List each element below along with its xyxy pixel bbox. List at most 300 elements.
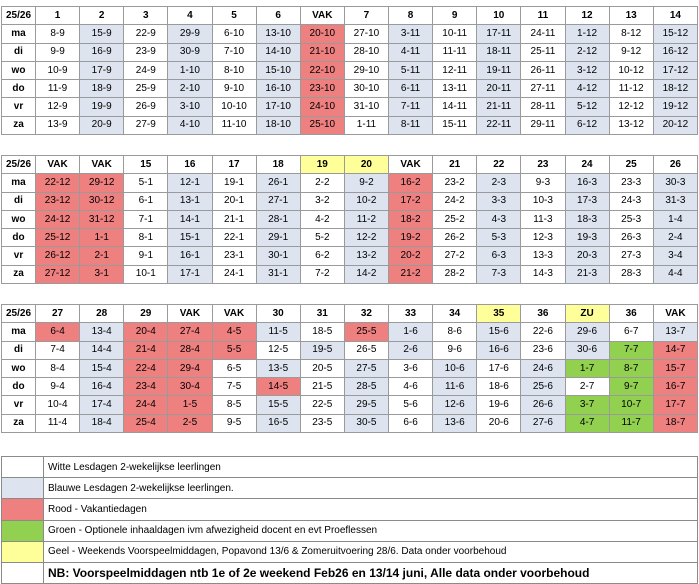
week-number-header: VAK — [36, 156, 80, 174]
week-number-header: ZU — [565, 305, 609, 323]
weekday-label: wo — [2, 359, 36, 377]
week-number-header: 25 — [609, 156, 653, 174]
date-cell: 27-5 — [344, 359, 388, 377]
legend-row — [2, 457, 698, 478]
weekday-label: za — [2, 414, 36, 432]
weekday-label: do — [2, 80, 36, 98]
date-cell: 13-4 — [80, 323, 124, 341]
school-year-label: 25/26 — [2, 156, 36, 174]
week-number-header: VAK — [300, 7, 344, 25]
date-cell: 4-7 — [565, 414, 609, 432]
date-cell: 26-12 — [36, 247, 80, 265]
date-cell: 2-3 — [477, 174, 521, 192]
date-cell: 1-10 — [168, 61, 212, 79]
date-cell: 2-6 — [389, 341, 433, 359]
day-row — [2, 378, 698, 396]
date-cell: 16-12 — [653, 43, 697, 61]
date-cell: 3-11 — [389, 25, 433, 43]
date-cell: 13-5 — [256, 359, 300, 377]
date-cell: 18-9 — [80, 80, 124, 98]
calendar-block-2 — [1, 155, 698, 284]
date-cell: 20-9 — [80, 116, 124, 134]
date-cell: 21-3 — [565, 265, 609, 283]
date-cell: 24-9 — [124, 61, 168, 79]
weekday-label: do — [2, 378, 36, 396]
date-cell: 23-4 — [124, 378, 168, 396]
date-cell: 20-12 — [653, 116, 697, 134]
legend-text: Geel - Weekends Voorspeelmiddagen, Popavond 13/6 & Zomeruitvoering 28/6. Data onder voorbehoud — [44, 541, 698, 562]
date-cell: 28-3 — [609, 265, 653, 283]
date-cell: 27-6 — [521, 414, 565, 432]
date-cell: 24-12 — [36, 210, 80, 228]
date-cell: 4-6 — [389, 378, 433, 396]
date-cell: 30-4 — [168, 378, 212, 396]
date-cell: 16-10 — [256, 80, 300, 98]
week-number-header: 32 — [344, 305, 388, 323]
date-cell: 4-11 — [389, 43, 433, 61]
date-cell: 11-7 — [609, 414, 653, 432]
date-cell: 13-2 — [344, 247, 388, 265]
date-cell: 12-11 — [433, 61, 477, 79]
date-cell: 21-5 — [300, 378, 344, 396]
weekday-label: ma — [2, 25, 36, 43]
weekday-label: di — [2, 192, 36, 210]
legend-color-swatch — [2, 499, 44, 520]
date-cell: 23-10 — [300, 80, 344, 98]
legend-text: Rood - Vakantiedagen — [44, 499, 698, 520]
date-cell: 19-9 — [80, 98, 124, 116]
date-cell: 8-6 — [433, 323, 477, 341]
date-cell: 4-12 — [565, 80, 609, 98]
date-cell: 5-1 — [124, 174, 168, 192]
date-cell: 11-9 — [36, 80, 80, 98]
date-cell: 20-2 — [389, 247, 433, 265]
date-cell: 18-11 — [477, 43, 521, 61]
date-cell: 29-4 — [168, 359, 212, 377]
date-cell: 30-12 — [80, 192, 124, 210]
week-number-header: 2 — [80, 7, 124, 25]
date-cell: 21-4 — [124, 341, 168, 359]
date-cell: 5-5 — [212, 341, 256, 359]
date-cell: 17-12 — [653, 61, 697, 79]
date-cell: 13-12 — [609, 116, 653, 134]
date-cell: 18-5 — [300, 323, 344, 341]
week-header-row — [2, 7, 698, 25]
date-cell: 12-5 — [256, 341, 300, 359]
date-cell: 13-1 — [168, 192, 212, 210]
date-cell: 16-2 — [389, 174, 433, 192]
day-row — [2, 247, 698, 265]
date-cell: 16-5 — [256, 414, 300, 432]
date-cell: 9-12 — [609, 43, 653, 61]
date-cell: 14-1 — [168, 210, 212, 228]
date-cell: 26-1 — [256, 174, 300, 192]
date-cell: 3-10 — [168, 98, 212, 116]
date-cell: 31-1 — [256, 265, 300, 283]
date-cell: 2-7 — [565, 378, 609, 396]
date-cell: 10-9 — [36, 61, 80, 79]
date-cell: 28-2 — [433, 265, 477, 283]
date-cell: 6-1 — [124, 192, 168, 210]
day-row — [2, 229, 698, 247]
weekday-label: ma — [2, 174, 36, 192]
date-cell: 15-4 — [80, 359, 124, 377]
date-cell: 24-2 — [433, 192, 477, 210]
date-cell: 2-5 — [168, 414, 212, 432]
week-number-header: 35 — [477, 305, 521, 323]
date-cell: 12-1 — [168, 174, 212, 192]
date-cell: 20-3 — [565, 247, 609, 265]
date-cell: 7-11 — [389, 98, 433, 116]
legend-row — [2, 541, 698, 562]
date-cell: 23-12 — [36, 192, 80, 210]
date-cell: 18-12 — [653, 80, 697, 98]
legend-table — [1, 456, 698, 584]
date-cell: 1-4 — [653, 210, 697, 228]
legend-color-swatch — [2, 457, 44, 478]
week-number-header: 33 — [389, 305, 433, 323]
date-cell: 13-10 — [256, 25, 300, 43]
date-cell: 19-6 — [477, 396, 521, 414]
date-cell: 9-9 — [36, 43, 80, 61]
date-cell: 9-1 — [124, 247, 168, 265]
date-cell: 27-9 — [124, 116, 168, 134]
date-cell: 2-1 — [80, 247, 124, 265]
date-cell: 7-4 — [36, 341, 80, 359]
date-cell: 27-11 — [521, 80, 565, 98]
date-cell: 21-11 — [477, 98, 521, 116]
day-row — [2, 43, 698, 61]
date-cell: 29-10 — [344, 61, 388, 79]
week-number-header: 13 — [609, 7, 653, 25]
weekday-label: wo — [2, 210, 36, 228]
week-number-header: 31 — [300, 305, 344, 323]
date-cell: 24-1 — [212, 265, 256, 283]
legend-row — [2, 478, 698, 499]
date-cell: 14-5 — [256, 378, 300, 396]
date-cell: 10-1 — [124, 265, 168, 283]
date-cell: 21-1 — [212, 210, 256, 228]
date-cell: 10-10 — [212, 98, 256, 116]
date-cell: 7-10 — [212, 43, 256, 61]
date-cell: 22-1 — [212, 229, 256, 247]
date-cell: 15-11 — [433, 116, 477, 134]
weekday-label: di — [2, 43, 36, 61]
weekday-label: vr — [2, 396, 36, 414]
date-cell: 20-5 — [300, 359, 344, 377]
date-cell: 25-3 — [609, 210, 653, 228]
week-number-header: VAK — [389, 156, 433, 174]
date-cell: 22-5 — [300, 396, 344, 414]
date-cell: 4-10 — [168, 116, 212, 134]
weekday-label: wo — [2, 61, 36, 79]
legend-text: Groen - Optionele inhaaldagen ivm afwezigheid docent en evt Proeflessen — [44, 520, 698, 541]
date-cell: 23-3 — [609, 174, 653, 192]
date-cell: 30-10 — [344, 80, 388, 98]
legend-row — [2, 562, 698, 583]
date-cell: 14-11 — [433, 98, 477, 116]
legend-text: NB: Voorspeelmiddagen ntb 1e of 2e weekend Feb26 en 13/14 juni, Alle data onder voorbehoud — [44, 562, 698, 583]
date-cell: 14-4 — [80, 341, 124, 359]
day-row — [2, 192, 698, 210]
week-number-header: 28 — [80, 305, 124, 323]
date-cell: 1-5 — [168, 396, 212, 414]
date-cell: 18-2 — [389, 210, 433, 228]
date-cell: 19-12 — [653, 98, 697, 116]
week-number-header: 24 — [565, 156, 609, 174]
date-cell: 8-5 — [212, 396, 256, 414]
week-number-header: 15 — [124, 156, 168, 174]
date-cell: 2-4 — [653, 229, 697, 247]
date-cell: 17-2 — [389, 192, 433, 210]
date-cell: 25-12 — [36, 229, 80, 247]
day-row — [2, 25, 698, 43]
weekday-label: vr — [2, 98, 36, 116]
week-number-header: 34 — [433, 305, 477, 323]
week-number-header: 14 — [653, 7, 697, 25]
date-cell: 3-6 — [389, 359, 433, 377]
date-cell: 25-4 — [124, 414, 168, 432]
date-cell: 9-5 — [212, 414, 256, 432]
date-cell: 16-9 — [80, 43, 124, 61]
week-number-header: 8 — [389, 7, 433, 25]
date-cell: 2-10 — [168, 80, 212, 98]
date-cell: 8-1 — [124, 229, 168, 247]
date-cell: 4-4 — [653, 265, 697, 283]
date-cell: 9-7 — [609, 378, 653, 396]
date-cell: 14-10 — [256, 43, 300, 61]
week-number-header: 22 — [477, 156, 521, 174]
date-cell: 22-9 — [124, 25, 168, 43]
week-number-header: 1 — [36, 7, 80, 25]
week-number-header: VAK — [168, 305, 212, 323]
date-cell: 15-1 — [168, 229, 212, 247]
date-cell: 7-2 — [300, 265, 344, 283]
date-cell: 10-2 — [344, 192, 388, 210]
date-cell: 22-6 — [521, 323, 565, 341]
legend-text: Blauwe Lesdagen 2-wekelijkse leerlingen. — [44, 478, 698, 499]
date-cell: 16-4 — [80, 378, 124, 396]
date-cell: 27-10 — [344, 25, 388, 43]
date-cell: 19-2 — [389, 229, 433, 247]
week-number-header: 17 — [212, 156, 256, 174]
date-cell: 1-1 — [80, 229, 124, 247]
date-cell: 20-6 — [477, 414, 521, 432]
date-cell: 26-2 — [433, 229, 477, 247]
date-cell: 29-1 — [256, 229, 300, 247]
date-cell: 24-3 — [609, 192, 653, 210]
date-cell: 11-4 — [36, 414, 80, 432]
day-row — [2, 396, 698, 414]
legend-text: Witte Lesdagen 2-wekelijkse leerlingen — [44, 457, 698, 478]
date-cell: 4-3 — [477, 210, 521, 228]
date-cell: 14-2 — [344, 265, 388, 283]
date-cell: 20-1 — [212, 192, 256, 210]
week-number-header: 29 — [124, 305, 168, 323]
date-cell: 20-11 — [477, 80, 521, 98]
date-cell: 11-3 — [521, 210, 565, 228]
date-cell: 31-12 — [80, 210, 124, 228]
date-cell: 29-5 — [344, 396, 388, 414]
date-cell: 9-3 — [521, 174, 565, 192]
date-cell: 17-11 — [477, 25, 521, 43]
date-cell: 26-6 — [521, 396, 565, 414]
date-cell: 10-6 — [433, 359, 477, 377]
date-cell: 5-2 — [300, 229, 344, 247]
date-cell: 19-3 — [565, 229, 609, 247]
date-cell: 9-10 — [212, 80, 256, 98]
weekday-label: ma — [2, 323, 36, 341]
date-cell: 26-11 — [521, 61, 565, 79]
date-cell: 16-3 — [565, 174, 609, 192]
week-number-header: 11 — [521, 7, 565, 25]
day-row — [2, 98, 698, 116]
date-cell: 12-6 — [433, 396, 477, 414]
date-cell: 23-2 — [433, 174, 477, 192]
date-cell: 18-10 — [256, 116, 300, 134]
date-cell: 15-6 — [477, 323, 521, 341]
date-cell: 24-10 — [300, 98, 344, 116]
date-cell: 10-11 — [433, 25, 477, 43]
date-cell: 7-3 — [477, 265, 521, 283]
week-header-row — [2, 305, 698, 323]
date-cell: 10-3 — [521, 192, 565, 210]
date-cell: 31-3 — [653, 192, 697, 210]
date-cell: 6-3 — [477, 247, 521, 265]
date-cell: 18-6 — [477, 378, 521, 396]
date-cell: 25-2 — [433, 210, 477, 228]
date-cell: 18-7 — [653, 414, 697, 432]
day-row — [2, 80, 698, 98]
date-cell: 8-10 — [212, 61, 256, 79]
date-cell: 17-7 — [653, 396, 697, 414]
date-cell: 24-11 — [521, 25, 565, 43]
date-cell: 8-4 — [36, 359, 80, 377]
date-cell: 20-10 — [300, 25, 344, 43]
weekday-label: za — [2, 116, 36, 134]
date-cell: 6-12 — [565, 116, 609, 134]
date-cell: 5-6 — [389, 396, 433, 414]
date-cell: 15-9 — [80, 25, 124, 43]
date-cell: 21-2 — [389, 265, 433, 283]
date-cell: 13-3 — [521, 247, 565, 265]
date-cell: 3-7 — [565, 396, 609, 414]
date-cell: 18-4 — [80, 414, 124, 432]
date-cell: 17-1 — [168, 265, 212, 283]
date-cell: 25-6 — [521, 378, 565, 396]
date-cell: 30-3 — [653, 174, 697, 192]
date-cell: 1-11 — [344, 116, 388, 134]
date-cell: 9-2 — [344, 174, 388, 192]
weekday-label: vr — [2, 247, 36, 265]
day-row — [2, 323, 698, 341]
date-cell: 28-4 — [168, 341, 212, 359]
date-cell: 28-10 — [344, 43, 388, 61]
calendar-block-3 — [1, 304, 698, 433]
date-cell: 26-3 — [609, 229, 653, 247]
week-number-header: 6 — [256, 7, 300, 25]
date-cell: 15-12 — [653, 25, 697, 43]
date-cell: 6-7 — [609, 323, 653, 341]
school-year-label: 25/26 — [2, 7, 36, 25]
date-cell: 17-4 — [80, 396, 124, 414]
date-cell: 19-11 — [477, 61, 521, 79]
date-cell: 6-4 — [36, 323, 80, 341]
week-number-header: 7 — [344, 7, 388, 25]
date-cell: 3-4 — [653, 247, 697, 265]
date-cell: 3-12 — [565, 61, 609, 79]
date-cell: 13-6 — [433, 414, 477, 432]
date-cell: 16-1 — [168, 247, 212, 265]
date-cell: 3-2 — [300, 192, 344, 210]
calendar-block-1 — [1, 6, 698, 135]
date-cell: 30-6 — [565, 341, 609, 359]
date-cell: 10-12 — [609, 61, 653, 79]
date-cell: 24-6 — [521, 359, 565, 377]
date-cell: 11-10 — [212, 116, 256, 134]
date-cell: 7-7 — [609, 341, 653, 359]
date-cell: 6-10 — [212, 25, 256, 43]
date-cell: 29-6 — [565, 323, 609, 341]
date-cell: 22-12 — [36, 174, 80, 192]
date-cell: 29-12 — [80, 174, 124, 192]
date-cell: 12-3 — [521, 229, 565, 247]
date-cell: 29-11 — [521, 116, 565, 134]
date-cell: 5-3 — [477, 229, 521, 247]
legend-color-swatch — [2, 478, 44, 499]
date-cell: 27-3 — [609, 247, 653, 265]
date-cell: 6-2 — [300, 247, 344, 265]
date-cell: 1-7 — [565, 359, 609, 377]
week-number-header: VAK — [653, 305, 697, 323]
week-number-header: 36 — [609, 305, 653, 323]
date-cell: 8-11 — [389, 116, 433, 134]
week-number-header: 23 — [521, 156, 565, 174]
date-cell: 16-6 — [477, 341, 521, 359]
date-cell: 8-9 — [36, 25, 80, 43]
date-cell: 22-10 — [300, 61, 344, 79]
weekday-label: do — [2, 229, 36, 247]
week-number-header: 3 — [124, 7, 168, 25]
date-cell: 11-11 — [433, 43, 477, 61]
date-cell: 5-12 — [565, 98, 609, 116]
date-cell: 29-9 — [168, 25, 212, 43]
date-cell: 15-5 — [256, 396, 300, 414]
date-cell: 13-11 — [433, 80, 477, 98]
date-cell: 4-2 — [300, 210, 344, 228]
date-cell: 26-9 — [124, 98, 168, 116]
day-row — [2, 414, 698, 432]
day-row — [2, 174, 698, 192]
date-cell: 15-7 — [653, 359, 697, 377]
day-row — [2, 341, 698, 359]
date-cell: 31-10 — [344, 98, 388, 116]
school-year-label: 25/26 — [2, 305, 36, 323]
date-cell: 24-4 — [124, 396, 168, 414]
date-cell: 18-3 — [565, 210, 609, 228]
date-cell: 13-7 — [653, 323, 697, 341]
date-cell: 16-7 — [653, 378, 697, 396]
date-cell: 15-10 — [256, 61, 300, 79]
date-cell: 7-1 — [124, 210, 168, 228]
week-number-header: 5 — [212, 7, 256, 25]
date-cell: 23-9 — [124, 43, 168, 61]
date-cell: 27-4 — [168, 323, 212, 341]
week-number-header: 10 — [477, 7, 521, 25]
week-header-row — [2, 156, 698, 174]
date-cell: 28-5 — [344, 378, 388, 396]
date-cell: 10-7 — [609, 396, 653, 414]
